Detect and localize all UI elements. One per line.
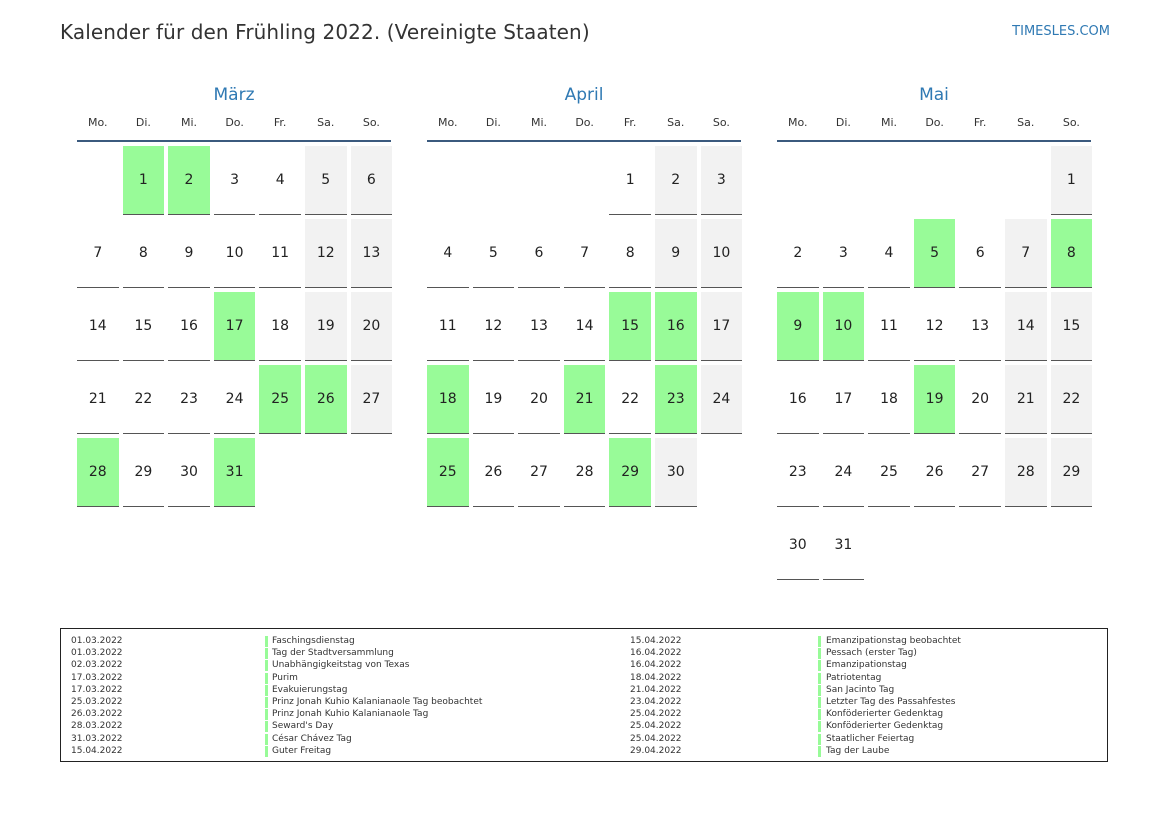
weekday-label: Mi.	[880, 116, 897, 129]
holiday-marker	[818, 746, 821, 757]
holiday-name: Tag der Stadtversammlung	[272, 648, 394, 659]
day-grid	[77, 146, 391, 507]
day-cell[interactable]: 30	[777, 511, 819, 580]
weekday-label: Do.	[575, 116, 594, 129]
day-cell[interactable]: 24	[214, 365, 256, 434]
day-cell[interactable]: 16	[777, 365, 819, 434]
day-cell[interactable]: 24	[823, 438, 865, 507]
empty-day-cell	[1005, 146, 1047, 215]
holiday-marker	[265, 636, 268, 647]
holiday-list	[60, 628, 1108, 762]
weekday-header	[77, 115, 391, 131]
holiday-date: 16.04.2022	[630, 660, 682, 671]
holiday-date: 15.04.2022	[630, 636, 682, 646]
weekday-label: Di.	[135, 116, 151, 129]
day-cell[interactable]: 7	[77, 219, 119, 288]
holiday-name: Emanzipationstag	[826, 660, 907, 671]
day-cell[interactable]: 23	[168, 365, 210, 434]
empty-day-cell	[959, 146, 1001, 215]
day-cell[interactable]: 21	[77, 365, 119, 434]
weekday-label: Di.	[835, 116, 851, 129]
day-cell[interactable]: 5	[473, 219, 515, 288]
day-cell[interactable]: 24	[701, 365, 743, 434]
holiday-marker	[818, 673, 821, 684]
day-cell[interactable]: 14	[1005, 292, 1047, 361]
day-cell[interactable]: 13	[351, 219, 393, 288]
day-cell[interactable]: 31	[214, 438, 256, 507]
holiday-name: Seward's Day	[272, 721, 334, 732]
day-cell[interactable]: 18	[259, 292, 301, 361]
month-calendar	[77, 84, 391, 507]
day-cell[interactable]: 9	[655, 219, 697, 288]
day-cell[interactable]: 3	[214, 146, 256, 215]
holiday-marker	[265, 648, 268, 659]
day-cell[interactable]: 2	[777, 219, 819, 288]
holiday-date: 18.04.2022	[630, 672, 682, 683]
weekday-label: Sa.	[667, 116, 685, 129]
month-calendar	[777, 84, 1091, 580]
day-cell[interactable]: 15	[1051, 292, 1093, 361]
holiday-name: Emanzipationstag beobachtet	[826, 636, 961, 646]
day-cell[interactable]: 28	[564, 438, 606, 507]
holiday-name: Letzter Tag des Passahfestes	[826, 696, 956, 707]
day-cell[interactable]: 28	[77, 438, 119, 507]
holiday-marker	[818, 685, 821, 696]
holiday-name: Konföderierter Gedenktag	[826, 709, 944, 720]
day-cell[interactable]: 1	[123, 146, 165, 215]
weekday-label: Fr.	[623, 116, 637, 129]
holiday-date: 25.04.2022	[630, 721, 682, 732]
day-cell[interactable]: 18	[868, 365, 910, 434]
day-cell[interactable]: 10	[823, 292, 865, 361]
holiday-marker	[818, 734, 821, 745]
day-cell[interactable]: 29	[1051, 438, 1093, 507]
day-cell[interactable]: 20	[959, 365, 1001, 434]
holiday-marker	[265, 660, 268, 671]
weekday-label: Mo.	[788, 116, 808, 129]
holiday-name: Purim	[272, 672, 298, 683]
day-cell[interactable]: 21	[1005, 365, 1047, 434]
day-cell[interactable]: 8	[609, 219, 651, 288]
holiday-name: Prinz Jonah Kuhio Kalanianaole Tag	[272, 709, 429, 720]
day-cell[interactable]: 17	[701, 292, 743, 361]
day-cell[interactable]: 12	[305, 219, 347, 288]
empty-day-cell	[868, 146, 910, 215]
empty-day-cell	[473, 146, 515, 215]
day-cell[interactable]: 29	[609, 438, 651, 507]
day-cell[interactable]: 29	[123, 438, 165, 507]
weekday-label: Mi.	[530, 116, 547, 129]
day-cell[interactable]: 4	[259, 146, 301, 215]
day-cell[interactable]: 27	[518, 438, 560, 507]
holiday-marker	[265, 709, 268, 720]
day-cell[interactable]: 16	[655, 292, 697, 361]
day-cell[interactable]: 15	[123, 292, 165, 361]
holiday-marker	[818, 709, 821, 720]
holiday-name: Tag der Laube	[826, 745, 890, 756]
weekday-label: Sa.	[1017, 116, 1035, 129]
month-name: Mai	[919, 85, 949, 105]
holiday-name: Guter Freitag	[272, 745, 332, 756]
day-cell[interactable]: 17	[823, 365, 865, 434]
day-cell[interactable]: 25	[868, 438, 910, 507]
day-cell[interactable]: 18	[427, 365, 469, 434]
weekday-label: Di.	[485, 116, 501, 129]
day-cell[interactable]: 19	[473, 365, 515, 434]
day-cell[interactable]: 31	[823, 511, 865, 580]
holiday-date: 23.04.2022	[630, 696, 682, 707]
holiday-marker	[265, 673, 268, 684]
day-cell[interactable]: 26	[473, 438, 515, 507]
weekday-label: Mo.	[88, 116, 108, 129]
holiday-name: Staatlicher Feiertag	[826, 733, 915, 744]
page-title: Kalender für den Frühling 2022. (Vereinigte Staaten)	[60, 20, 590, 44]
holiday-name: Unabhängigkeitstag von Texas	[272, 660, 410, 671]
holiday-name: Patriotentag	[826, 672, 882, 683]
holiday-date: 25.03.2022	[71, 696, 123, 707]
holiday-name: Konföderierter Gedenktag	[826, 721, 944, 732]
empty-day-cell	[518, 146, 560, 215]
holiday-marker	[818, 648, 821, 659]
day-cell[interactable]: 12	[473, 292, 515, 361]
day-cell[interactable]: 9	[777, 292, 819, 361]
header-divider	[77, 140, 391, 142]
site-link[interactable]: TIMESLES.COM	[1012, 24, 1110, 39]
header-divider	[777, 140, 1091, 142]
day-cell[interactable]: 5	[305, 146, 347, 215]
day-cell[interactable]: 4	[868, 219, 910, 288]
weekday-header	[777, 115, 1091, 131]
day-cell[interactable]: 2	[655, 146, 697, 215]
holiday-date: 25.04.2022	[630, 709, 682, 720]
holiday-date: 01.03.2022	[71, 648, 123, 659]
holiday-marker	[265, 721, 268, 732]
day-cell[interactable]: 21	[564, 365, 606, 434]
day-cell[interactable]: 12	[914, 292, 956, 361]
day-cell[interactable]: 11	[259, 219, 301, 288]
holiday-date: 17.03.2022	[71, 672, 123, 683]
holiday-name: Pessach (erster Tag)	[826, 648, 917, 659]
day-cell[interactable]: 27	[959, 438, 1001, 507]
holiday-date: 21.04.2022	[630, 684, 682, 695]
day-cell[interactable]: 11	[427, 292, 469, 361]
holiday-date: 02.03.2022	[71, 660, 123, 671]
day-cell[interactable]: 25	[259, 365, 301, 434]
weekday-label: So.	[362, 116, 380, 129]
day-cell[interactable]: 5	[914, 219, 956, 288]
empty-day-cell	[427, 146, 469, 215]
weekday-label: Sa.	[317, 116, 335, 129]
holiday-date: 17.03.2022	[71, 684, 123, 695]
day-cell[interactable]: 23	[655, 365, 697, 434]
empty-day-cell	[823, 146, 865, 215]
day-cell[interactable]: 26	[305, 365, 347, 434]
day-cell[interactable]: 30	[655, 438, 697, 507]
day-cell[interactable]: 15	[609, 292, 651, 361]
day-grid	[777, 146, 1091, 580]
day-cell[interactable]: 26	[914, 438, 956, 507]
holiday-date: 31.03.2022	[71, 733, 123, 744]
weekday-label: Mo.	[438, 116, 458, 129]
day-cell[interactable]: 4	[427, 219, 469, 288]
holiday-date: 01.03.2022	[71, 636, 123, 646]
weekday-label: Do.	[925, 116, 944, 129]
weekday-label: Mi.	[180, 116, 197, 129]
month-calendar	[427, 84, 741, 507]
day-cell[interactable]: 10	[701, 219, 743, 288]
holiday-marker	[265, 746, 268, 757]
day-cell[interactable]: 13	[959, 292, 1001, 361]
day-cell[interactable]: 22	[609, 365, 651, 434]
empty-day-cell	[77, 146, 119, 215]
day-cell[interactable]: 20	[351, 292, 393, 361]
day-cell[interactable]: 14	[77, 292, 119, 361]
month-name: April	[564, 85, 604, 105]
holiday-date: 26.03.2022	[71, 709, 123, 720]
weekday-label: Fr.	[973, 116, 987, 129]
day-cell[interactable]: 27	[351, 365, 393, 434]
holiday-date: 16.04.2022	[630, 648, 682, 659]
day-cell[interactable]: 22	[123, 365, 165, 434]
day-cell[interactable]: 6	[351, 146, 393, 215]
holiday-date: 15.04.2022	[71, 745, 123, 756]
holiday-date: 25.04.2022	[630, 733, 682, 744]
holiday-marker	[265, 685, 268, 696]
day-cell[interactable]: 1	[1051, 146, 1093, 215]
day-cell[interactable]: 17	[214, 292, 256, 361]
day-cell[interactable]: 7	[564, 219, 606, 288]
holiday-marker	[818, 660, 821, 671]
day-cell[interactable]: 28	[1005, 438, 1047, 507]
day-cell[interactable]: 16	[168, 292, 210, 361]
holiday-name: San Jacinto Tag	[826, 684, 895, 695]
day-cell[interactable]: 3	[701, 146, 743, 215]
day-cell[interactable]: 10	[214, 219, 256, 288]
day-cell[interactable]: 25	[427, 438, 469, 507]
day-cell[interactable]: 14	[564, 292, 606, 361]
day-cell[interactable]: 7	[1005, 219, 1047, 288]
day-cell[interactable]: 19	[914, 365, 956, 434]
day-cell[interactable]: 19	[305, 292, 347, 361]
holiday-marker	[265, 734, 268, 745]
day-cell[interactable]: 8	[123, 219, 165, 288]
day-cell[interactable]: 6	[959, 219, 1001, 288]
holiday-name: Prinz Jonah Kuhio Kalanianaole Tag beobachtet	[272, 696, 483, 707]
day-grid	[427, 146, 741, 507]
day-cell[interactable]: 20	[518, 365, 560, 434]
day-cell[interactable]: 3	[823, 219, 865, 288]
day-cell[interactable]: 11	[868, 292, 910, 361]
day-cell[interactable]: 2	[168, 146, 210, 215]
weekday-label: So.	[1062, 116, 1080, 129]
weekday-header	[427, 115, 741, 131]
header-divider	[427, 140, 741, 142]
empty-day-cell	[914, 146, 956, 215]
weekday-label: So.	[712, 116, 730, 129]
holiday-marker	[818, 636, 821, 647]
holiday-marker	[265, 697, 268, 708]
holiday-name: Faschingsdienstag	[272, 636, 355, 646]
day-cell[interactable]: 22	[1051, 365, 1093, 434]
weekday-label: Fr.	[273, 116, 287, 129]
month-name: März	[213, 85, 255, 105]
day-cell[interactable]: 13	[518, 292, 560, 361]
day-cell[interactable]: 1	[609, 146, 651, 215]
holiday-marker	[818, 721, 821, 732]
empty-day-cell	[777, 146, 819, 215]
holiday-marker	[818, 697, 821, 708]
day-cell[interactable]: 6	[518, 219, 560, 288]
day-cell[interactable]: 9	[168, 219, 210, 288]
weekday-label: Do.	[225, 116, 244, 129]
holiday-name: Evakuierungstag	[272, 684, 348, 695]
holiday-date: 28.03.2022	[71, 721, 123, 732]
empty-day-cell	[564, 146, 606, 215]
holiday-name: César Chávez Tag	[272, 733, 352, 744]
day-cell[interactable]: 23	[777, 438, 819, 507]
day-cell[interactable]: 8	[1051, 219, 1093, 288]
day-cell[interactable]: 30	[168, 438, 210, 507]
holiday-date: 29.04.2022	[630, 745, 682, 756]
